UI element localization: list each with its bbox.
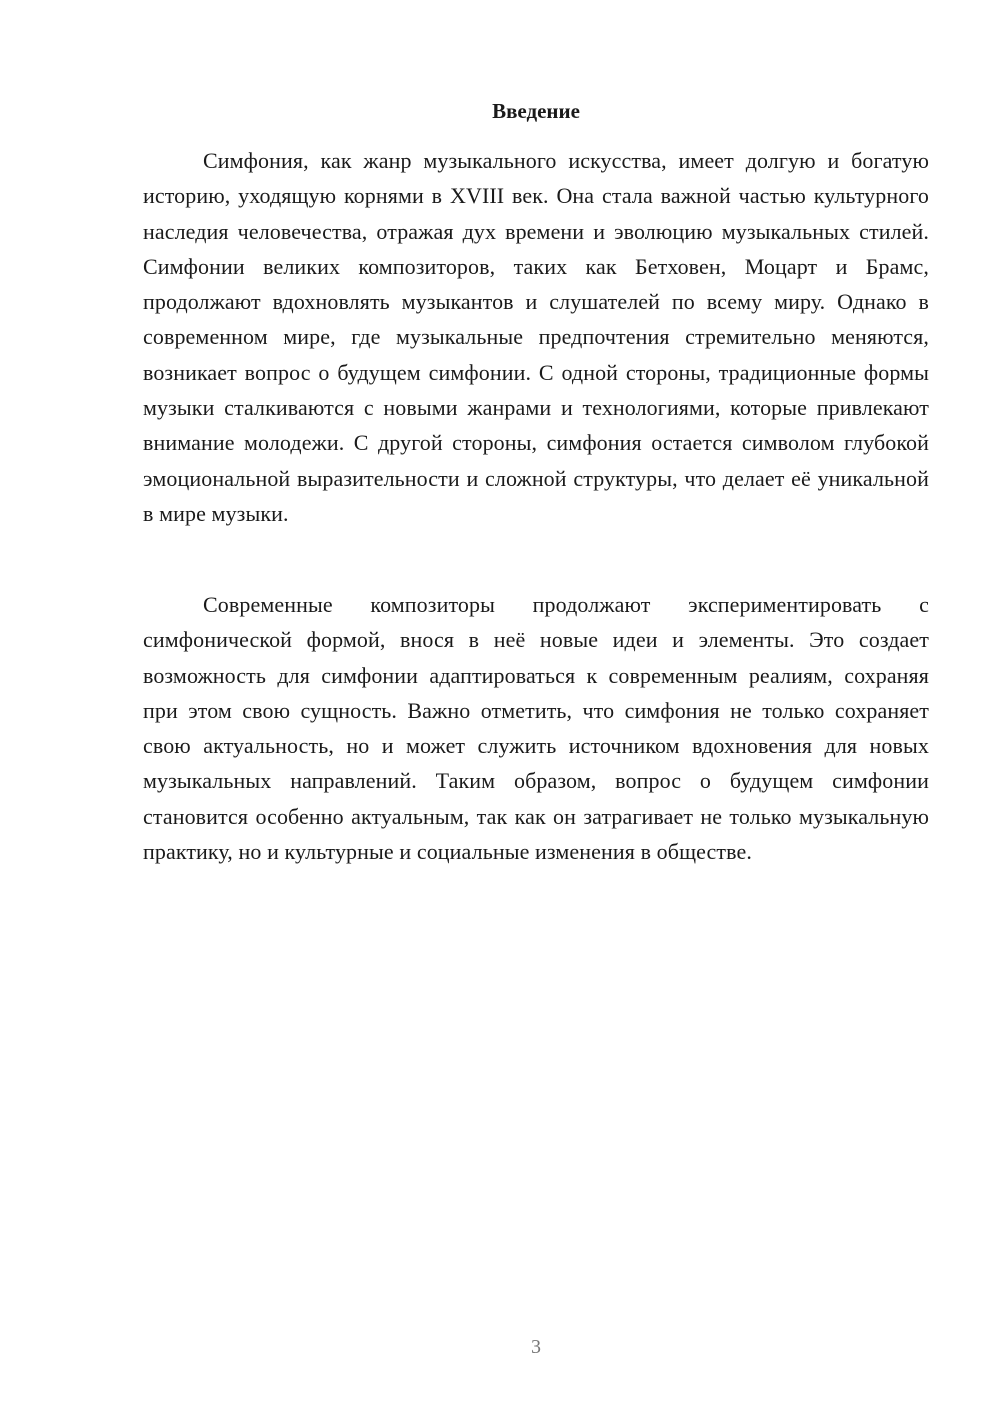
paragraph-composers: Современные композиторы продолжают экспериментировать с симфонической формой, внося в неё новые идеи и элементы. Это создает возможность для симфонии адаптироваться к современным реалиям, сохраняя при этом свою сущность. Важно отметить, что симфония не только сохраняет свою актуальность, но и может служить источником вдохновения для новых музыкальных направлений. Таким образом, вопрос о будущем симфонии становится особенно актуальным, так как он затрагивает не только музыкальную практику, но и культурные и социальные изменения в обществе. [143,592,929,865]
page-number: 3 [531,1336,541,1358]
paragraph-intro: Симфония, как жанр музыкального искусства, имеет долгую и богатую историю, уходящую корнями в XVIII век. Она стала важной частью культурного наследия человечества, отражая дух времени и эволюцию музыкальных стилей. Симфонии великих композиторов, таких как Бетховен, Моцарт и Брамс, продолжают вдохновлять музыкантов и слушателей по всему миру. Однако в современном мире, где музыкальные предпочтения стремительно меняются, возникает вопрос о будущем симфонии. С одной стороны, традиционные формы музыки сталкиваются с новыми жанрами и технологиями, которые привлекают внимание молодежи. С другой стороны, симфония остается символом глубокой эмоциональной выразительности и сложной структуры, что делает её уникальной в мире музыки. [143,148,929,526]
section-title: Введение [492,99,580,123]
